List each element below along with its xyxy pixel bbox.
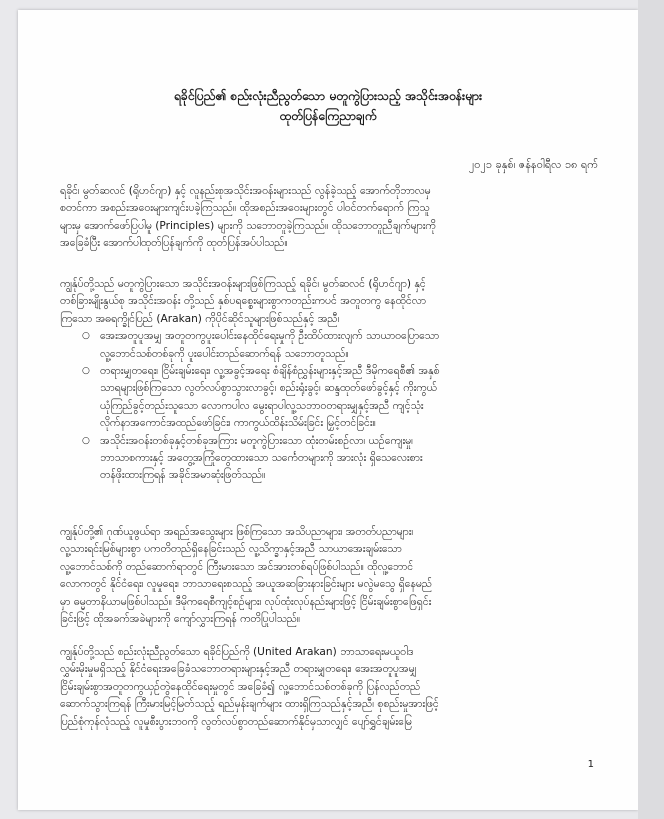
paragraph-1-line: ရခိုင်၊ မွတ်ဆလင် (ရိုဟင်ဂျာ) နှင့် လူနည်းစုအသိုင်းအဝန်းများသည် လွန်ခဲ့သည့် အောက်တိုဘာလမှ <box>60 185 431 197</box>
paragraph-3-line: လောကတွင် နိုင်ငံရေး၊ လူမှုရေး၊ ဘာသာရေးစသည့် အယူအဆခြားနားခြင်းများ မလွဲမသွေ ရှိနေမည် <box>60 578 433 591</box>
list-item-line: ဘာသာစကားနှင့် အတွေ့အကြုံတွေထားသော သင်္ကေတများကို အားလုံး ရှိသေလေးစား <box>100 451 423 464</box>
paragraph-3-line: လူ့သားရင်းမြစ်များစွာ ပကတိတည်ရှိနေခြင်းသည် လူ့သိက္ခာနှင့်အညီ သာယာအေးချမ်းသော <box>60 543 402 556</box>
list-item <box>60 328 605 363</box>
list-item-line: အသိုင်းအဝန်းတစ်ခုနှင့်တစ်ခုအကြား မတူကွဲပြားသော ထုံးတမ်းစဉ်လာ၊ ယဉ်ကျေးမှု၊ <box>100 434 413 447</box>
paragraph-3 <box>60 524 605 628</box>
paragraph-1-line: စတင်ကာ အစည်းအဝေးများကျင်းပခဲ့ကြသည်။ ထိုအစည်းအဝေးများတွင် ပါဝင်တက်ရောက် ကြသူ <box>60 202 430 215</box>
principles-list <box>60 328 605 485</box>
list-item <box>60 363 605 433</box>
circle-bullet-icon: ○ <box>82 365 90 376</box>
paragraph-3-line: ခြင်းဖြင့် ထိုအခက်အခဲများကို ကျော်လွှားကြရန် ကတိပြုပါသည်။ <box>60 612 301 625</box>
paragraph-4-line: ဆောက်သွားကြရန် ကြီးမားမြင့်မြတ်သည့် ရည်မှန်းချက်များ ထားရှိကြသည်နှင့်အညီ၊ စုစည်းမှုအားဖြင့် <box>60 698 439 711</box>
circle-bullet-icon: ○ <box>82 331 90 342</box>
document-page <box>18 10 638 810</box>
title-line-1: ရခိုင်ပြည်၏ စည်းလုံးညီညွတ်သော မတူကွဲပြားသည့် အသိုင်းအဝန်းများ <box>173 89 483 103</box>
paragraph-3-line: လူ့ဘောင်သစ်ကို တည်ဆောက်ရာတွင် ကြီးမားသော အင်အားတစ်ရပ်ဖြစ်ပါသည်။ ထိုလူ့ဘောင် <box>60 560 414 573</box>
title-line-2: ထုတ်ပြန်ကြေညာချက် <box>279 109 377 123</box>
paragraph-4-line: ငြိမ်းချမ်းစွာအတူတကွယှဉ်တွဲနေထိုင်ရေးမှုတွင် အခြေခံ၍ လူ့ဘောင်သစ်တစ်ခုကို ပြန်လည်တည် <box>60 680 421 693</box>
paragraph-3-line: ကျွန်ုပ်တို့၏ ဂုဏ်ယူဖွယ်ရာ အရည်အသွေးများ ဖြစ်ကြသော အသိပညာများ၊ အတတ်ပညာများ၊ <box>60 526 414 538</box>
paragraph-4-line: ကျွန်ုပ်တို့သည် စည်းလုံးညီညွတ်သော ရခိုင်ပြည်ကို (United Arakan) ဘာသာရေးမယူဝါဒ <box>60 646 414 658</box>
list-item-line: လူ့ဘောင်သစ်တစ်ခုကို ပူးပေါင်းတည်ဆောက်ရန် သဘောတူသည်။ <box>100 347 349 360</box>
paragraph-2 <box>60 276 605 485</box>
paragraph-1-line: အခြေခံပြီး အောက်ပါထုတ်ပြန်ချက်ကို ထုတ်ပြန်အပ်ပါသည်။ <box>60 237 288 250</box>
viewer-background-edge <box>638 0 664 819</box>
list-item-line: သာရများဖြစ်ကြသော လွတ်လပ်စွာသွားလာခွင့်၊ စည်းရုံးခွင့်၊ ဆန္ဒထုတ်ဖော်ခွင့်နှင့် ကိုးကွယ် <box>100 382 437 395</box>
document-title <box>58 86 598 126</box>
paragraph-1 <box>60 183 605 253</box>
list-item-line: လိုက်နာအကောင်အထည်ဖော်ခြင်း၊ ကာကွယ်ထိန်းသိမ်းခြင်း မြှင့်တင်ခြင်း။ <box>100 417 376 430</box>
paragraph-2-line: ကြသော အဓရက္ခိုင်ပြည် (Arakan) ကိုပိုင်ဆိုင်သူများဖြစ်သည်နှင့် အညီ၊ <box>60 312 340 325</box>
page-number: 1 <box>587 759 594 770</box>
paragraph-4 <box>60 644 605 731</box>
list-item <box>60 433 605 485</box>
paragraph-1-line: များမှ အောက်ဖော်ပြပါမူ (Principles) များကို သဘောတူခဲ့ကြသည်။ ထိုသဘောတူညီချက်များကို <box>60 219 436 232</box>
list-item-line: ယုံကြည်ခွင့်တည်းသူသော လောကပါလ မွေးရာပါလူ့သဘာဝတရားမျှနှင့်အညီ ကျင့်သုံး <box>100 399 424 412</box>
list-item-line: တရားမျှတရေး၊ ငြိမ်းချမ်းရေး၊ လူ့အခွင့်အရေး စံချိန်စံညွှန်းများနှင့်အညီ ဒီမိုကရေစီ၏ အနှစ် <box>100 364 440 377</box>
paragraph-2-line: တစ်ခြားမျိုးနွယ်စု အသိုင်းအဝန်း တို့သည် နှစ်ပရစ္စေးများစွာကတည်းကပင် အတူတကွ နေထိုင်လာ <box>60 295 427 308</box>
paragraph-2-line: ကျွန်ုပ်တို့သည် မတူကွဲပြားသော အသိုင်းအဝန်းများဖြစ်ကြသည့် ရခိုင်၊ မွတ်ဆလင် (ရိုဟင်ဂျာ) နှင့် <box>60 278 426 290</box>
paragraph-3-line: မှာ ဓမ္မတာနိယာမဖြစ်ပါသည်။ ဒီမိုကရေစီကျင့်စဉ်များ၊ လုပ်ထုံးလုပ်နည်းများဖြင့် ငြိမ်းချမ်းစွာဖြေရှင်း <box>60 595 432 608</box>
document-date: ၂၀၂၁ ခုနှစ်၊ ဇန်နဝါရီလ ၁၈ ရက် <box>468 158 598 171</box>
list-item-line: အေးအတူပူအမျှ အတူတကွပူးပေါင်းနေထိုင်ရေးမှုကို ဦးထိပ်ထားလျက် သာယာဝပြောသော <box>100 330 440 343</box>
paragraph-4-line: လွှမ်းမိုးမှုမရှိသည့် နိုင်ငံရေးအခြေခံသဘောတရားများနှင့်အညီ တရားမျှတရေး၊ အေးအတူပူအမျှ <box>60 663 417 676</box>
list-item-line: တန်ဖိုးထားကြရန် အခိုင်အမာဆုံးဖြတ်သည်။ <box>100 469 266 482</box>
paragraph-4-line: ပြည်စုံကုန်လုံသည့် လူမှုစီးပွားဘဝကို လွတ်လပ်စွာတည်ဆောက်နိုင်မှသာလျှင် ပျော်ရွှင်ချမ်းမြေ <box>60 715 412 728</box>
circle-bullet-icon: ○ <box>82 435 90 446</box>
